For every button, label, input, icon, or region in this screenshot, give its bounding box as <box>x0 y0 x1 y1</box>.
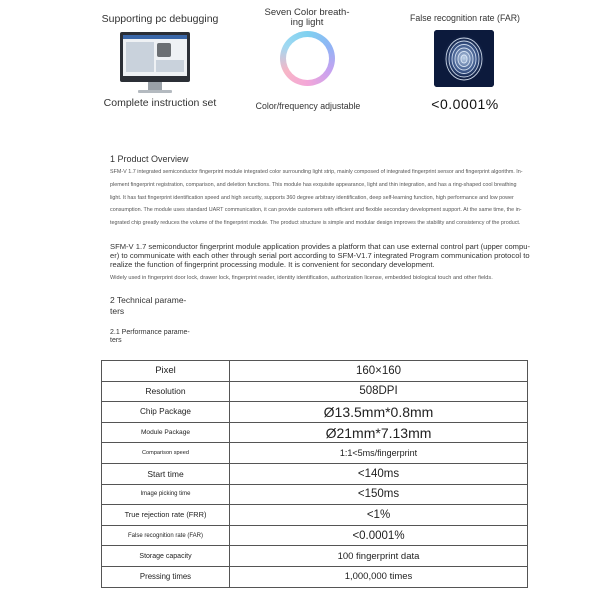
table-row <box>102 381 528 402</box>
spec-value: <150ms <box>230 484 528 505</box>
paragraph-line: light. It has fast fingerprint identification speed and high security, supports 360 degree arbitrary identification, deep self-learning function, high performance and low power <box>110 194 514 201</box>
spec-value: Ø13.5mm*0.8mm <box>230 402 528 423</box>
paragraph-line: plement fingerprint registration, comparison, and deletion functions. This module has exquisite appearance, light and thin integration, and has a ring-shaped cool breathing <box>110 181 517 188</box>
table-row <box>102 566 528 587</box>
spec-table-body <box>102 361 528 588</box>
feature-caption-color-adjustable: Color/frequency adjustable <box>255 101 361 111</box>
table-row <box>102 484 528 505</box>
spec-value: 508DPI <box>230 381 528 402</box>
table-row <box>102 546 528 567</box>
spec-key: Comparison speed <box>102 443 230 464</box>
subsection-heading-performance <box>110 329 190 345</box>
spec-key: Module Package <box>102 422 230 443</box>
paragraph-line: er) to communicate with each other through serial port according to SFM-V1.7 integrated Program communication protocol to <box>110 251 530 261</box>
table-row <box>102 402 528 423</box>
spec-key: False recognition rate (FAR) <box>102 525 230 546</box>
feature-caption-instruction-set: Complete instruction set <box>103 97 217 109</box>
heading-line: 2.1 Performance parame- <box>110 329 190 336</box>
monitor-icon <box>120 32 190 82</box>
spec-key: Start time <box>102 463 230 484</box>
spec-table <box>101 360 528 588</box>
paragraph-line: SFM-V 1.7 integrated semiconductor fingerprint module integrated color surrounding light strip, mainly composed of integrated fingerprint sensor and fingerprint algorithm. In- <box>110 169 523 175</box>
heading-line: ters <box>110 337 122 344</box>
fingerprint-icon <box>434 30 494 87</box>
section-heading-technical <box>110 295 186 316</box>
spec-key: Chip Package <box>102 402 230 423</box>
spec-value: 100 fingerprint data <box>230 546 528 567</box>
feature-title-far: False recognition rate (FAR) <box>409 13 520 23</box>
heading-line: 2 Technical parame- <box>110 295 187 305</box>
spec-value: 160×160 <box>230 361 528 382</box>
usage-paragraph: Widely used in fingerprint door lock, drawer lock, fingerprint reader, identity identification, authorization license, embedded biological touch and other fields. <box>110 275 493 281</box>
spec-key: True rejection rate (FRR) <box>102 505 230 526</box>
table-row <box>102 525 528 546</box>
far-value: <0.0001% <box>431 96 499 112</box>
table-row <box>102 422 528 443</box>
title-line: Seven Color breath- <box>264 7 350 18</box>
spec-value: <0.0001% <box>230 525 528 546</box>
spec-key: Storage capacity <box>102 546 230 567</box>
table-row <box>102 463 528 484</box>
overview-paragraph <box>110 166 530 230</box>
paragraph-line: SFM-V 1.7 semiconductor fingerprint module application provides a platform that can use external control part (upper compu- <box>110 242 530 251</box>
spec-value: <140ms <box>230 463 528 484</box>
color-ring-icon <box>280 31 335 86</box>
spec-value: 1,000,000 times <box>230 566 528 587</box>
section-heading-overview: 1 Product Overview <box>110 154 189 164</box>
spec-key: Image picking time <box>102 484 230 505</box>
paragraph-line: tegrated chip greatly reduces the volume of the fingerprint module. The product structure is simple and modular design improves the stability and consistency of the product. <box>110 220 521 227</box>
monitor-base <box>138 90 172 93</box>
spec-value: <1% <box>230 505 528 526</box>
title-line: ing light <box>290 16 324 28</box>
paragraph-line: consumption. The module uses standard UART communication, it can provide customers with efficient and flexible secondary development support. At the same time, the in- <box>110 207 522 214</box>
application-paragraph <box>110 242 530 269</box>
feature-title-pc-debugging: Supporting pc debugging <box>101 13 219 25</box>
spec-value: Ø21mm*7.13mm <box>230 422 528 443</box>
spec-value: 1:1<5ms/fingerprint <box>230 443 528 464</box>
table-row <box>102 361 528 382</box>
spec-key: Resolution <box>102 381 230 402</box>
feature-title-breathing-light <box>252 8 362 27</box>
paragraph-line: realize the function of fingerprint processing module. It is convenient for secondary development. <box>110 260 435 270</box>
table-row <box>102 505 528 526</box>
spec-key: Pressing times <box>102 566 230 587</box>
monitor-stand <box>148 82 162 90</box>
spec-key: Pixel <box>102 361 230 382</box>
table-row <box>102 443 528 464</box>
heading-line: ters <box>110 305 125 316</box>
